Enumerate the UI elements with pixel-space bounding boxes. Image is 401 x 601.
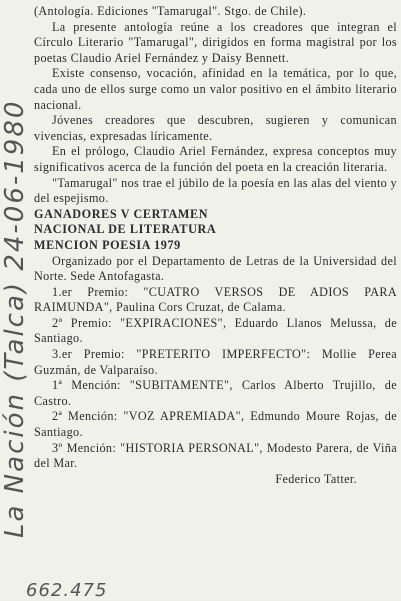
prize-entry-1: 1.er Premio: "CUATRO VERSOS DE ADIOS PARA RAIMUNDA", Paulina Cors Cruzat, de Calama.	[34, 284, 397, 315]
prize-entry-2: 2º Premio: "EXPIRACIONES", Eduardo Llanos Melussa, de Santiago.	[34, 315, 397, 346]
handwritten-bottom-annotation: 662.475	[26, 580, 108, 601]
intro-citation: (Antología. Ediciones "Tamarugal". Stgo. de Chile).	[34, 4, 307, 18]
article-column	[34, 4, 397, 487]
section-heading-line-2: NACIONAL DE LITERATURA	[34, 222, 217, 237]
author-signature: Federico Tatter.	[275, 471, 357, 486]
section-heading-line-3: MENCION POESIA 1979	[34, 237, 181, 252]
mention-entry-1: 1ª Mención: "SUBITAMENTE", Carlos Alberto Trujillo, de Castro.	[34, 378, 397, 408]
intro-paragraph-5: "Tamarugal" nos trae el júbilo de la poesía en las alas del viento y del espejismo.	[34, 175, 397, 206]
handwritten-side-annotation: La Nación (Talca) 24-06-1980	[0, 99, 30, 538]
intro-paragraph-4: En el prólogo, Claudio Ariel Fernández, expresa conceptos muy significativos acerca de la función del poeta en la creación literaria.	[34, 144, 397, 174]
organizer-paragraph: Organizado por el Departamento de Letras de la Universidad del Norte. Sede Antofagasta.	[34, 253, 397, 284]
intro-paragraph-2: Existe consenso, vocación, afinidad en la temática, por lo que, cada uno de ellos surge como un valor positivo en el ámbito literario nacional.	[34, 66, 397, 112]
intro-paragraph-1: La presente antología reúne a los creadores que integran el Círculo Literario "Tamarugal", dirigidos en forma magistral por los poetas Claudio Ariel Fernández y Daisy Bennett.	[34, 19, 397, 65]
prize-entry-3: 3.er Premio: "PRETERITO IMPERFECTO": Mollie Perea Guzmán, de Valparaíso.	[34, 347, 397, 377]
intro-paragraph-3: Jóvenes creadores que descubren, sugieren y comunican vivencias, expresadas líricamente.	[34, 113, 397, 143]
section-heading-line-1: GANADORES V CERTAMEN	[34, 206, 209, 221]
mention-entry-3: 3º Mención: "HISTORIA PERSONAL", Modesto Parera, de Viña del Mar.	[34, 440, 397, 471]
mention-entry-2: 2ª Mención: "VOZ APREMIADA", Edmundo Moure Rojas, de Santiago.	[34, 409, 397, 440]
